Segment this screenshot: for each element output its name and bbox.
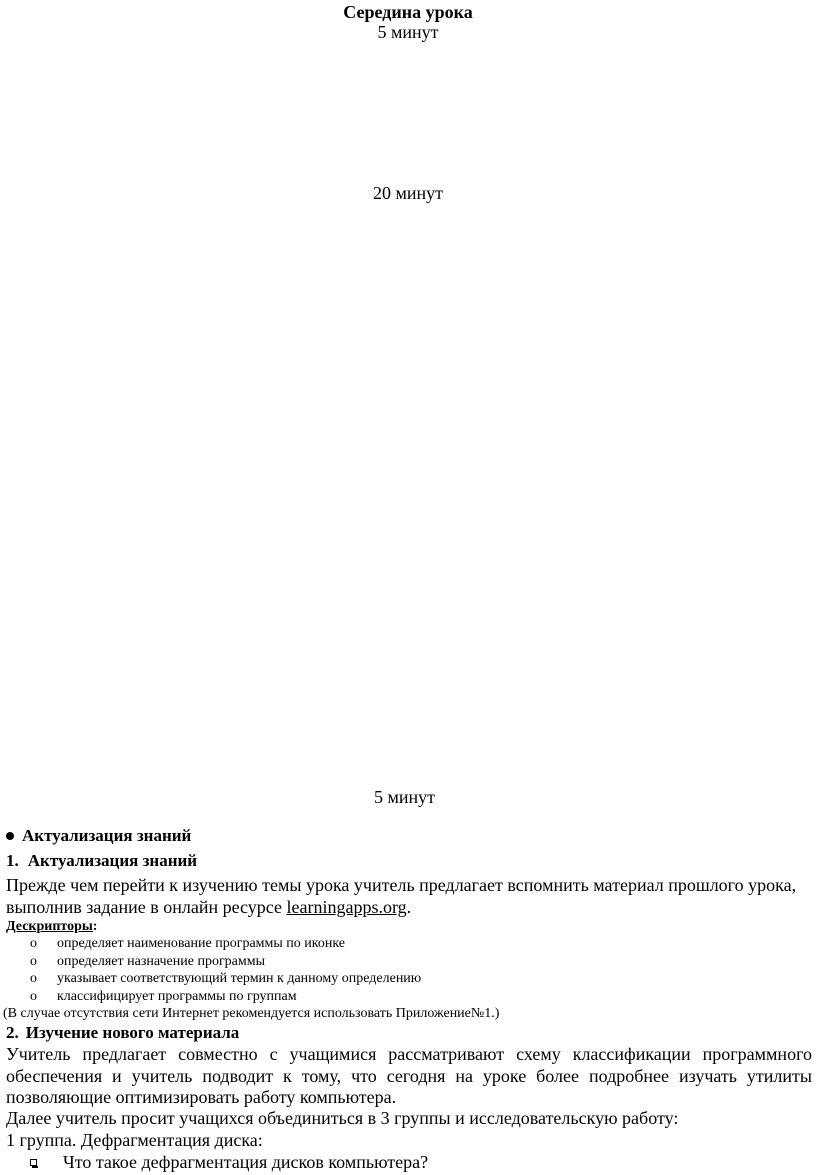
list-item bbox=[0, 935, 421, 953]
section-1-title: Актуализация знаний bbox=[27, 851, 198, 870]
section-2-heading bbox=[6, 1023, 239, 1043]
list-item bbox=[0, 953, 421, 971]
descriptors-colon: : bbox=[92, 919, 98, 934]
list-item-text: определяет наименование программы по иконке bbox=[57, 936, 346, 951]
time-label: 5 минут bbox=[377, 22, 439, 42]
descriptors-label: Дескрипторы bbox=[6, 919, 93, 934]
question-item bbox=[30, 1152, 428, 1173]
list-item bbox=[0, 988, 421, 1006]
checkbox-bullet-icon bbox=[30, 1159, 37, 1166]
time-label: 5 минут bbox=[374, 787, 436, 807]
list-marker: o bbox=[30, 936, 37, 951]
group-1-heading: 1 группа. Дефрагментация диска: bbox=[6, 1130, 263, 1150]
list-item-text: указывает соответствующий термин к данному определению bbox=[57, 971, 422, 986]
paragraph-text: Прежде чем перейти к изучению темы урока учитель предлагает вспомнить материал прошлого урока, выполнив задание в онлайн ресурсе bbox=[6, 875, 797, 917]
section-2-number: 2. bbox=[6, 1023, 19, 1042]
section-1-paragraph bbox=[6, 874, 812, 918]
list-marker: o bbox=[30, 953, 37, 969]
descriptors-heading bbox=[6, 919, 97, 935]
time-label: 20 минут bbox=[372, 183, 444, 203]
list-item-text: определяет назначение программы bbox=[57, 953, 266, 969]
paragraph-end: . bbox=[406, 897, 412, 917]
learningapps-link[interactable]: learningapps.org bbox=[286, 897, 407, 917]
question-text: Что такое дефрагментация дисков компьютера? bbox=[63, 1152, 429, 1172]
internet-note: (В случае отсутствия сети Интернет рекомендуется использовать Приложение№1.) bbox=[3, 1006, 500, 1021]
list-item bbox=[0, 970, 421, 988]
bullet-icon bbox=[6, 832, 14, 840]
section-2-paragraph: Учитель предлагает совместно с учащимися рассматривают схему классификации программного обеспечения и учитель подводит к тому, что сегодня на уроке более подробнее изучать утилиты позволяющие оптимизировать работу компьютера. bbox=[6, 1044, 812, 1107]
list-marker: o bbox=[30, 971, 37, 986]
page-title: Середина урока bbox=[343, 2, 473, 22]
list-marker: o bbox=[30, 988, 37, 1004]
list-item-text: классифицирует программы по группам bbox=[57, 988, 297, 1004]
section-2-paragraph-2: Далее учитель просит учащихся объединиться в 3 группы и исследовательскую работу: bbox=[6, 1108, 679, 1128]
descriptors-list bbox=[0, 935, 421, 1005]
section-2-title: Изучение нового материала bbox=[25, 1023, 240, 1042]
section-bullet-heading bbox=[6, 826, 191, 846]
section-bullet-label: Актуализация знаний bbox=[22, 826, 192, 845]
section-1-heading bbox=[6, 851, 197, 871]
section-1-number: 1. bbox=[6, 851, 19, 870]
